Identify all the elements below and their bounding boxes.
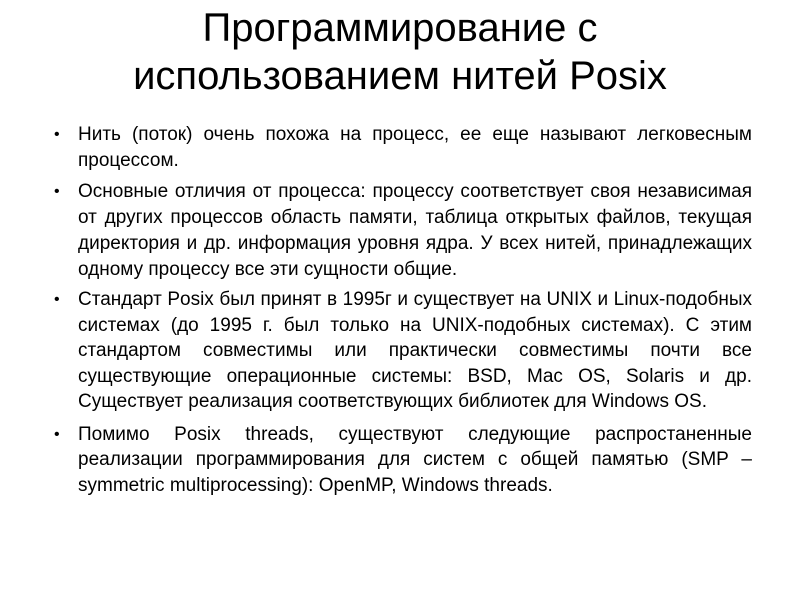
bullet-dot-icon: • — [54, 126, 60, 143]
bullet-item — [54, 287, 752, 415]
bullet-item — [54, 122, 752, 173]
slide-title-line-2: использованием нитей Posix — [133, 54, 667, 98]
bullet-dot-icon: • — [54, 291, 60, 308]
bullet-text: Помимо Posix threads, существуют следующие распростаненные реализации программирования для систем с общей памятью (SMP – symmetric multiprocessing): OpenMP, Windows threads. — [78, 423, 752, 496]
slide-title — [40, 4, 760, 100]
bullet-item — [54, 422, 752, 499]
bullet-dot-icon: • — [54, 183, 60, 200]
bullet-dot-icon: • — [54, 425, 60, 443]
bullet-list — [54, 122, 752, 505]
bullet-item — [54, 179, 752, 283]
bullet-text: Основные отличия от процесса: процессу соответствует своя независимая от других процессов область памяти, таблица открытых файлов, текущая директория и др. информация уровня ядра. У всех нитей, принадлежащих одному процессу все эти сущности общие. — [78, 181, 752, 280]
slide-title-line-1: Программирование с — [202, 6, 598, 50]
bullet-text: Стандарт Posix был принят в 1995г и существует на UNIX и Linux-подобных системах (до 1995 г. был только на UNIX-подобных системах). С этим стандартом совместимы или практически совместимы почти все существующие операционные системы: BSD, Mac OS, Solaris и др. Существует реализация соответствующих библиотек для Windows OS. — [78, 289, 752, 412]
bullet-text: Нить (поток) очень похожа на процесс, ее еще называют легковесным процессом. — [78, 124, 752, 171]
